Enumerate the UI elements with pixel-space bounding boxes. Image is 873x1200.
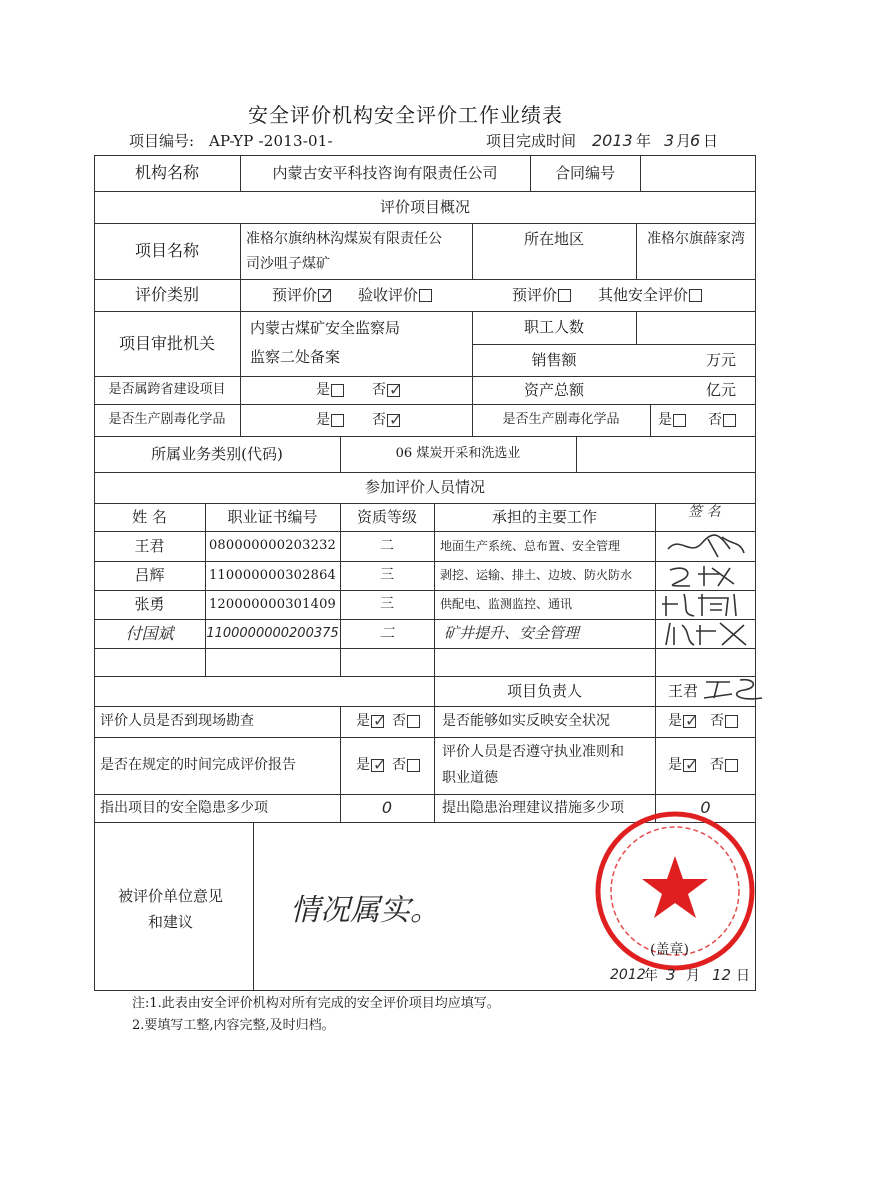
no-checkbox[interactable] [387,409,403,429]
no-checkbox[interactable] [407,715,420,728]
no-label: 否 [392,757,406,774]
approval-label: 项目审批机关 [118,333,215,353]
complete-year-handwritten: 2013 [592,131,633,150]
yes-label: 是 [668,757,682,774]
rule [94,648,756,649]
category-label: 所属业务类别(代码) [151,444,283,463]
no-checkbox[interactable] [725,759,738,772]
leader-name: 王君 [668,681,699,700]
yes-label: 是 [356,757,370,774]
yes-checkbox[interactable] [683,711,699,730]
signature-leader [700,674,770,704]
eval-option-pre[interactable] [272,279,334,311]
project-name-line2: 司沙咀子煤矿 [246,255,330,272]
sales-label: 销售额 [531,350,577,369]
cross-province-label: 是否属跨省建设项目 [108,382,226,398]
handwritten-person-name: 付国斌 [125,623,174,643]
no-checkbox[interactable] [407,759,420,772]
rule [636,311,637,344]
eval-option-accept-checkbox[interactable] [419,289,432,302]
reflect-safety-no[interactable] [710,706,738,737]
signature-fu-guobin [660,617,752,649]
location-value: 准格尔旗薛家湾 [647,230,745,247]
org-name-value: 内蒙古安平科技咨询有限责任公司 [272,163,498,182]
toxic-yes[interactable] [316,404,344,436]
eval-type-label: 评价类别 [134,285,199,305]
on-time-label: 是否在规定的时间完成评价报告 [100,757,296,774]
leader-label: 项目负责人 [506,681,582,700]
project-name-line1: 准格尔旗纳林沟煤炭有限责任公 [246,230,442,247]
opinion-handwritten: 情况属实。 [290,893,440,928]
form-title: 安全评价机构安全评价工作业绩表 [248,103,563,127]
person-work: 剥挖、运输、排土、边坡、防火防水 [440,568,633,583]
complete-month-handwritten: 3 [664,131,675,150]
col-header-name: 姓 名 [132,507,167,526]
eval-option-other-checkbox[interactable] [689,289,702,302]
person-name: 吕辉 [134,566,165,585]
check-mark-icon: ✓ [685,755,699,774]
sales-unit: 万元 [706,350,737,369]
staff-count-label: 职工人数 [523,318,584,337]
ethics-yes[interactable] [668,737,699,794]
check-mark-icon: ✓ [389,409,403,429]
no-checkbox[interactable] [723,414,736,427]
signature-lv-hui [660,560,750,590]
complete-time-label: 项目完成时间 [486,132,577,150]
yes-checkbox[interactable] [331,384,344,397]
no-label: 否 [392,713,406,730]
complete-day-handwritten: 6 [690,131,701,150]
yes-label: 是 [658,411,672,428]
person-cert: 120000000301409 [208,596,337,612]
no-label: 否 [372,381,386,398]
col-header-cert: 职业证书编号 [227,507,318,526]
person-cert: 080000000203232 [208,538,337,554]
assets-label: 资产总额 [523,380,584,399]
contract-label: 合同编号 [554,163,615,182]
sign-year-handwritten: 2012 [610,967,646,983]
eval-option-pre2-checkbox[interactable] [558,289,571,302]
approval-line1: 内蒙古煤矿安全监察局 [250,318,401,337]
no-label: 否 [710,757,724,774]
toxic2-yes[interactable] [658,404,686,436]
eval-option-other[interactable] [598,279,702,311]
no-checkbox[interactable] [387,379,403,399]
person-cert: 110000000302864 [208,567,337,583]
on-time-yes[interactable] [356,737,387,794]
hazards-value: 0 [381,798,393,818]
location-label: 所在地区 [523,229,584,248]
handwritten-person-level: 二 [379,624,395,643]
measures-value: 0 [700,798,711,818]
person-name: 张勇 [134,595,165,614]
note-line2: 2.要填写工整,内容完整,及时归档。 [132,1018,335,1033]
yes-label: 是 [356,713,370,730]
project-number-value: AP-YP -2013-01- [209,132,333,150]
toxic-label-2: 是否生产剧毒化学品 [502,412,620,428]
rule [94,990,756,991]
person-name: 王君 [134,536,165,555]
col-header-level: 资质等级 [356,507,417,526]
yes-checkbox[interactable] [673,414,686,427]
rule [240,223,241,436]
yes-checkbox[interactable] [683,755,699,774]
person-work: 地面生产系统、总布置、安全管理 [440,538,621,553]
sign-month-char: 月 [686,968,700,984]
category-value: 06 煤炭开采和洗选业 [395,446,521,462]
hazards-label: 指出项目的安全隐患多少项 [100,799,268,816]
site-survey-yes[interactable] [356,706,387,737]
yes-checkbox[interactable] [371,755,387,774]
ethics-line2: 职业道德 [442,769,498,786]
reflect-safety-yes[interactable] [668,706,699,737]
toxic-no[interactable] [372,404,403,436]
cross-province-yes[interactable] [316,376,344,404]
reflect-safety-label: 是否能够如实反映安全状况 [442,713,610,730]
assets-unit: 亿元 [706,380,737,399]
eval-option-accept[interactable] [358,279,432,311]
person-level: 三 [380,567,394,584]
rule [576,436,577,472]
toxic-label: 是否生产剧毒化学品 [108,412,226,428]
sign-day-handwritten: 12 [712,966,732,984]
cross-province-no[interactable] [372,376,403,404]
check-mark-icon: ✓ [389,379,403,399]
signature-zhang-yong [658,588,750,620]
yes-label: 是 [316,381,330,398]
check-mark-icon: ✓ [685,711,699,730]
person-work: 供配电、监测监控、通讯 [440,597,573,612]
no-label: 否 [708,411,722,428]
col-header-sign: 签 名 [688,504,721,520]
eval-option-pre2-label: 预评价 [512,285,558,304]
measures-label: 提出隐患治理建议措施多少项 [442,799,624,816]
rule [640,155,641,191]
year-char: 年 [636,132,652,150]
day-char: 日 [703,132,719,150]
site-survey-label: 评价人员是否到现场勘查 [100,713,254,730]
rule [655,503,656,822]
no-checkbox[interactable] [725,715,738,728]
rule [650,404,651,436]
sign-day-char: 日 [736,968,750,984]
sign-month-handwritten: 3 [666,966,676,984]
seal-label: (盖章) [650,942,689,958]
ethics-line1: 评价人员是否遵守执业准则和 [442,743,624,760]
check-mark-icon: ✓ [373,711,387,730]
person-level: 三 [380,596,394,613]
check-mark-icon: ✓ [320,284,334,304]
month-char: 月 [676,132,692,150]
yes-label: 是 [316,411,330,428]
yes-label: 是 [668,713,682,730]
person-level: 二 [380,537,394,554]
handwritten-person-work: 矿井提升、安全管理 [444,624,580,643]
note-line1: 注:1.此表由安全评价机构对所有完成的安全评价项目均应填写。 [132,996,500,1011]
eval-option-pre2[interactable] [512,279,571,311]
no-label: 否 [372,411,386,428]
ethics-no[interactable] [710,737,738,794]
site-survey-no[interactable] [392,706,420,737]
rule [94,676,756,677]
eval-option-pre-checkbox[interactable] [318,284,334,304]
project-name-label: 项目名称 [134,241,199,261]
eval-option-pre-label: 预评价 [272,285,318,304]
on-time-no[interactable] [392,737,420,794]
rule [253,822,254,990]
yes-checkbox[interactable] [331,414,344,427]
check-mark-icon: ✓ [373,755,387,774]
yes-checkbox[interactable] [371,711,387,730]
no-label: 否 [710,713,724,730]
signature-wang-jun [660,531,750,561]
handwritten-person-cert: 1100000000200375 [206,625,339,641]
project-number-label: 项目编号: [129,132,195,150]
eval-option-other-label: 其他安全评价 [598,285,689,304]
approval-line2: 监察二处备案 [250,347,341,366]
opinion-label-line2: 和建议 [148,913,194,931]
org-name-label: 机构名称 [134,163,199,183]
eval-option-accept-label: 验收评价 [358,285,419,304]
overview-section-title: 评价项目概况 [379,197,470,216]
sign-year-char: 年 [644,968,658,984]
col-header-work: 承担的主要工作 [491,507,597,526]
personnel-section-title: 参加评价人员情况 [364,478,485,497]
toxic2-no[interactable] [708,404,736,436]
rule [434,503,435,822]
opinion-label-line1: 被评价单位意见 [118,887,224,905]
